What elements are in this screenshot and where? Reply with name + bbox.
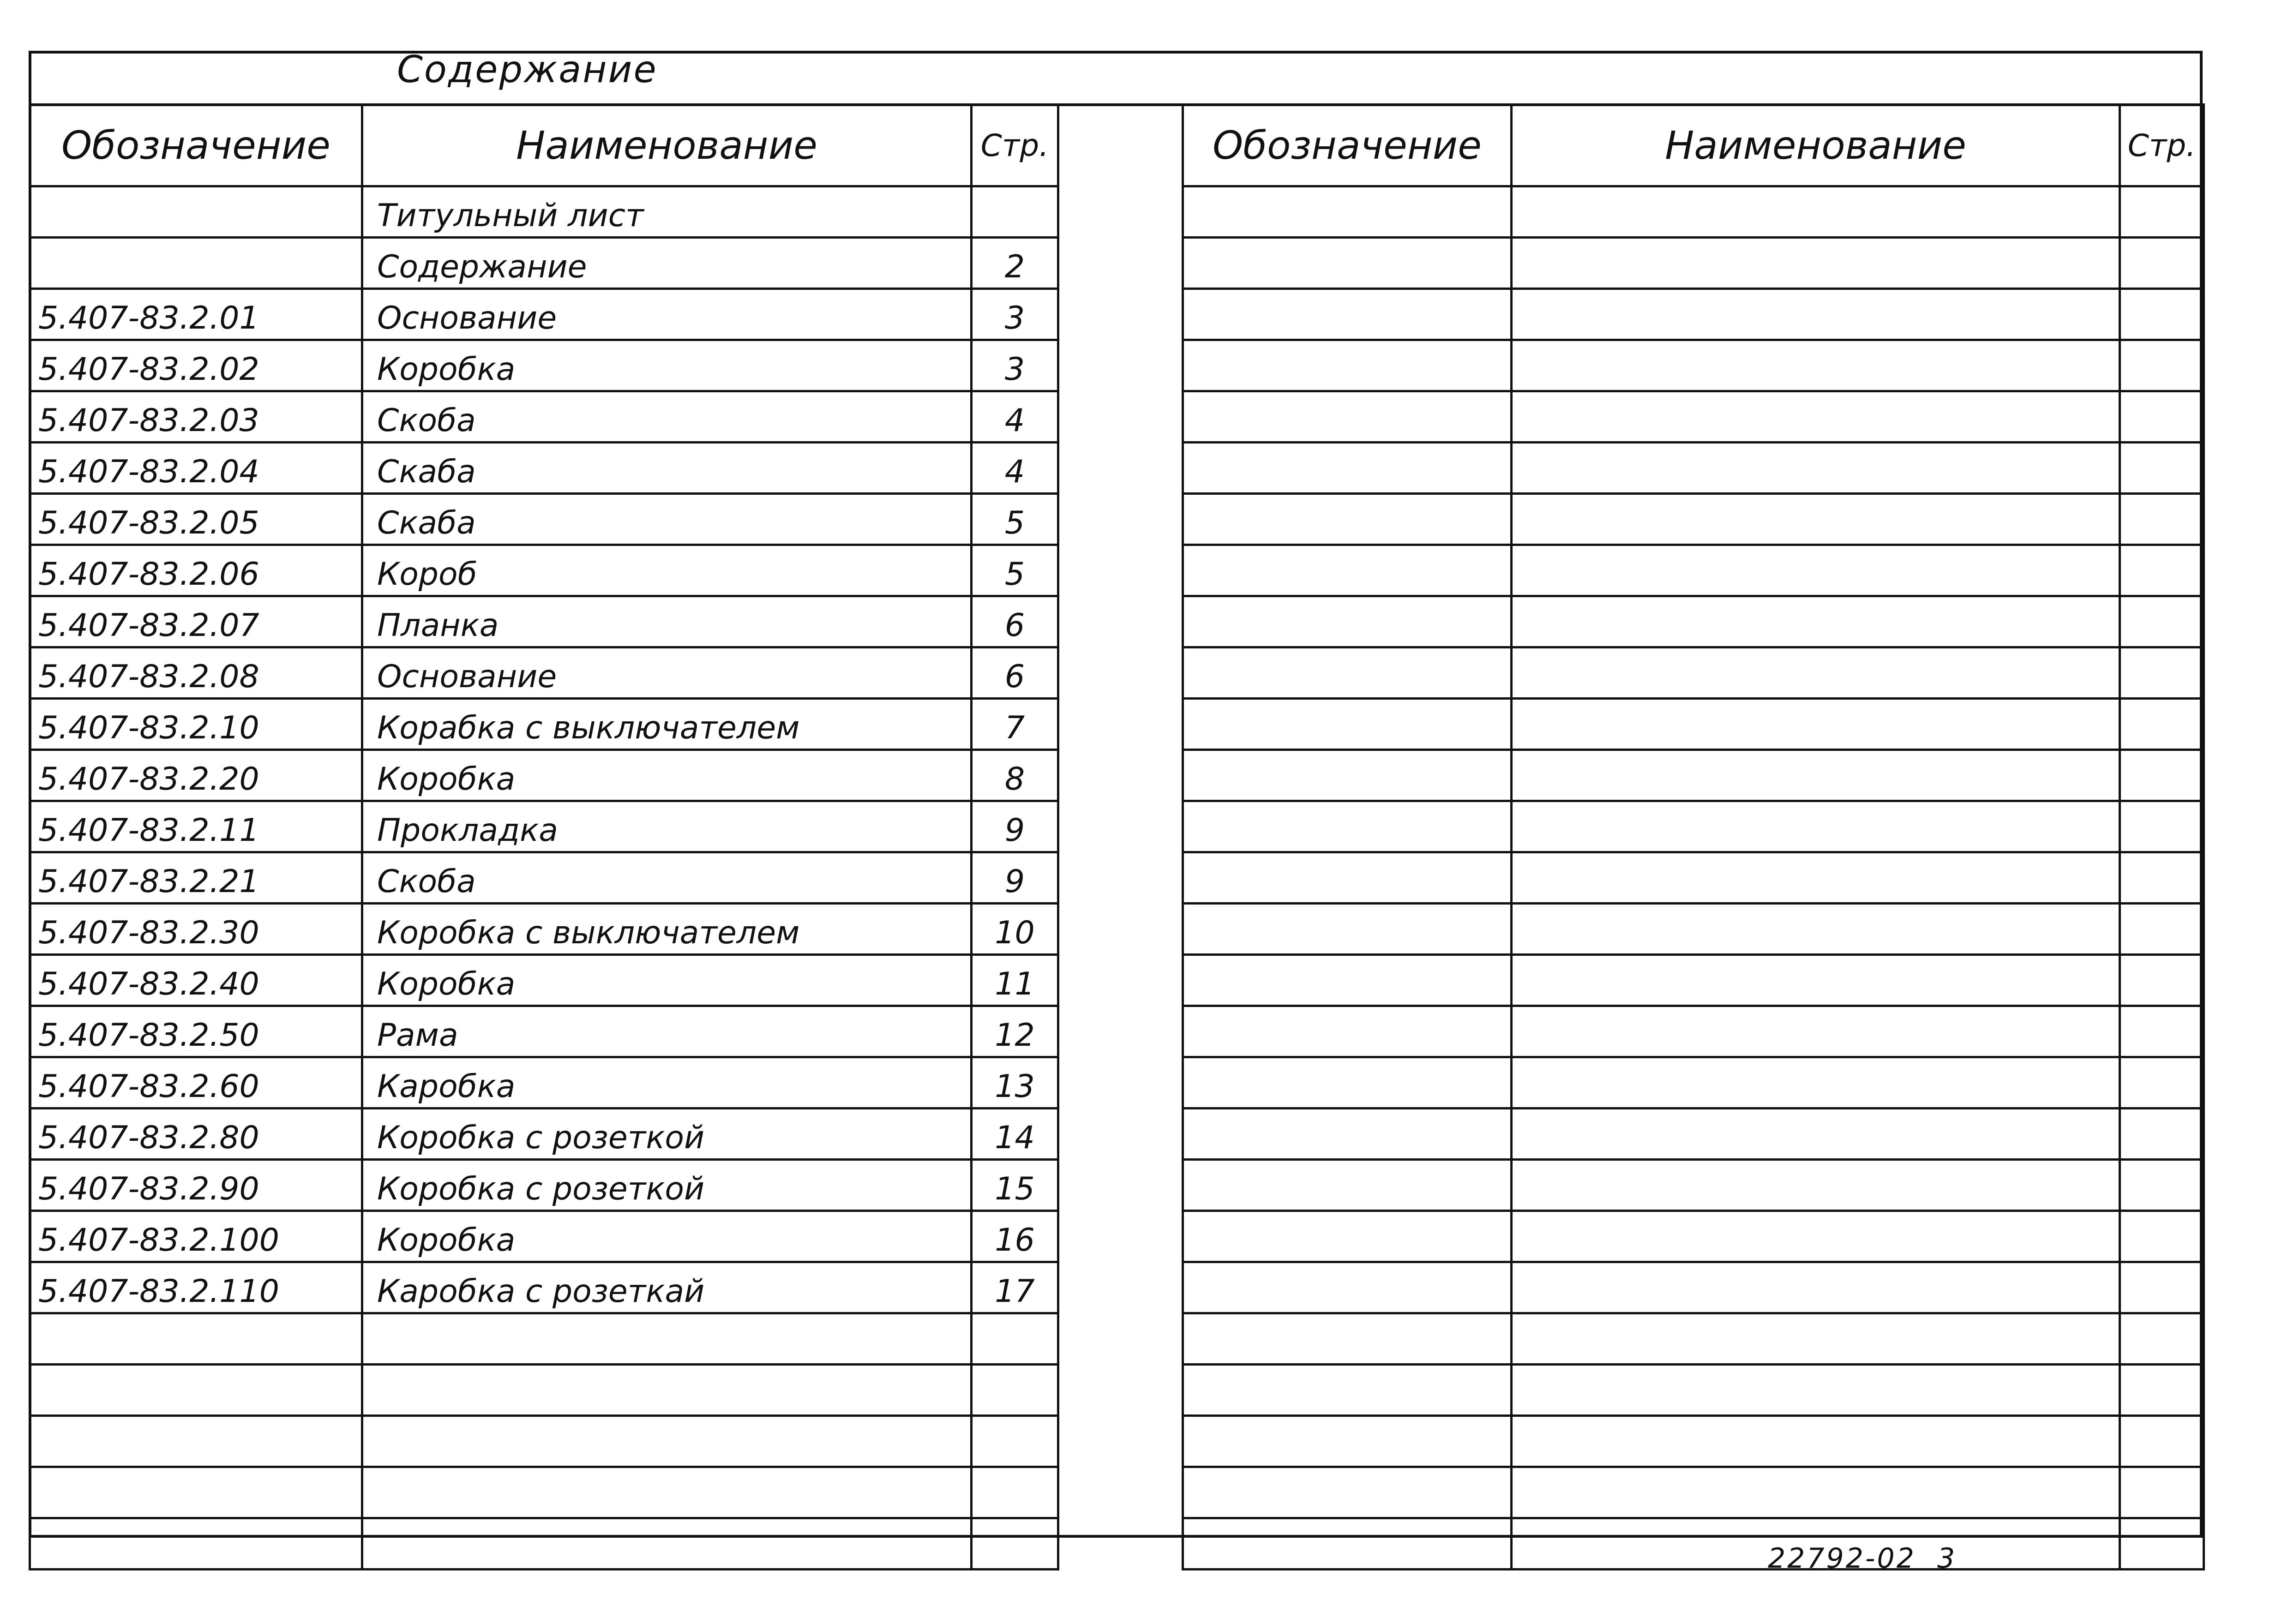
row-name bbox=[1512, 1160, 2120, 1211]
table-row bbox=[30, 1006, 1058, 1057]
row-page bbox=[972, 1467, 1058, 1518]
row-page: 6 bbox=[972, 596, 1058, 647]
row-name: Скоба bbox=[362, 391, 972, 443]
row-page: 9 bbox=[972, 801, 1058, 852]
row-code: 5.407-83.2.110 bbox=[30, 1262, 362, 1313]
row-code bbox=[1183, 494, 1512, 545]
row-code bbox=[1183, 750, 1512, 801]
row-page bbox=[2120, 1211, 2204, 1262]
row-name bbox=[1512, 647, 2120, 699]
empty-row bbox=[30, 1416, 1058, 1467]
empty-row bbox=[1183, 494, 2204, 545]
row-page: 4 bbox=[972, 443, 1058, 494]
row-page: 9 bbox=[972, 852, 1058, 904]
row-name: Коробка bbox=[362, 955, 972, 1006]
row-name: Короб bbox=[362, 545, 972, 596]
row-code bbox=[1183, 596, 1512, 647]
row-page: 11 bbox=[972, 955, 1058, 1006]
row-code: 5.407-83.2.07 bbox=[30, 596, 362, 647]
document-number bbox=[1768, 1542, 1957, 1575]
empty-row bbox=[1183, 1160, 2204, 1211]
table-row bbox=[30, 1262, 1058, 1313]
table-row bbox=[30, 852, 1058, 904]
header-row bbox=[1183, 105, 2204, 186]
row-name bbox=[1512, 238, 2120, 289]
row-page bbox=[2120, 955, 2204, 1006]
header-page: Стр. bbox=[2120, 105, 2204, 186]
row-code bbox=[1183, 1467, 1512, 1518]
contents-table-left bbox=[29, 103, 1059, 1570]
row-page bbox=[2120, 1262, 2204, 1313]
row-code bbox=[1183, 545, 1512, 596]
row-page: 6 bbox=[972, 647, 1058, 699]
row-code: 5.407-83.2.08 bbox=[30, 647, 362, 699]
table-row bbox=[30, 750, 1058, 801]
table-row bbox=[30, 1057, 1058, 1109]
row-name: Прокладка bbox=[362, 801, 972, 852]
table-row bbox=[30, 289, 1058, 340]
empty-row bbox=[1183, 750, 2204, 801]
row-code bbox=[1183, 1313, 1512, 1365]
row-code bbox=[30, 238, 362, 289]
doc-number: 22792-02 bbox=[1768, 1542, 1916, 1575]
row-page bbox=[2120, 1006, 2204, 1057]
empty-row bbox=[1183, 1416, 2204, 1467]
row-name bbox=[1512, 1057, 2120, 1109]
empty-row bbox=[1183, 801, 2204, 852]
row-code bbox=[1183, 186, 1512, 238]
table-row bbox=[30, 699, 1058, 750]
row-name: Скоба bbox=[362, 852, 972, 904]
row-code: 5.407-83.2.80 bbox=[30, 1109, 362, 1160]
row-name bbox=[1512, 852, 2120, 904]
row-page bbox=[2120, 391, 2204, 443]
header-name: Наименование bbox=[1512, 105, 2120, 186]
row-name bbox=[1512, 494, 2120, 545]
row-code bbox=[1183, 1518, 1512, 1570]
row-name bbox=[362, 1313, 972, 1365]
row-code: 5.407-83.2.60 bbox=[30, 1057, 362, 1109]
row-page bbox=[972, 1313, 1058, 1365]
header-page: Стр. bbox=[972, 105, 1058, 186]
empty-row bbox=[1183, 545, 2204, 596]
row-code bbox=[1183, 699, 1512, 750]
row-name: Коробка с розеткой bbox=[362, 1160, 972, 1211]
row-code: 5.407-83.2.02 bbox=[30, 340, 362, 391]
row-name: Содержание bbox=[362, 238, 972, 289]
row-code bbox=[1183, 801, 1512, 852]
row-name bbox=[1512, 545, 2120, 596]
row-name bbox=[1512, 289, 2120, 340]
row-code: 5.407-83.2.30 bbox=[30, 904, 362, 955]
sheet-number: 3 bbox=[1937, 1542, 1957, 1575]
table-row bbox=[30, 1160, 1058, 1211]
row-page bbox=[2120, 1518, 2204, 1570]
row-page bbox=[2120, 904, 2204, 955]
row-page bbox=[2120, 699, 2204, 750]
row-code: 5.407-83.2.50 bbox=[30, 1006, 362, 1057]
row-page bbox=[2120, 545, 2204, 596]
row-name bbox=[1512, 1467, 2120, 1518]
empty-row bbox=[1183, 1211, 2204, 1262]
row-page bbox=[2120, 801, 2204, 852]
row-page: 12 bbox=[972, 1006, 1058, 1057]
row-name bbox=[1512, 1006, 2120, 1057]
row-code bbox=[30, 1467, 362, 1518]
row-code bbox=[30, 1518, 362, 1570]
row-name: Основание bbox=[362, 647, 972, 699]
row-page: 10 bbox=[972, 904, 1058, 955]
row-name bbox=[1512, 391, 2120, 443]
row-page: 5 bbox=[972, 545, 1058, 596]
row-code bbox=[1183, 1211, 1512, 1262]
row-name bbox=[362, 1365, 972, 1416]
empty-row bbox=[30, 1313, 1058, 1365]
row-code bbox=[30, 1313, 362, 1365]
row-page bbox=[2120, 1467, 2204, 1518]
empty-row bbox=[1183, 1313, 2204, 1365]
row-name bbox=[1512, 699, 2120, 750]
row-name bbox=[1512, 1313, 2120, 1365]
table-row bbox=[30, 391, 1058, 443]
empty-row bbox=[1183, 1057, 2204, 1109]
row-code: 5.407-83.2.20 bbox=[30, 750, 362, 801]
table-row bbox=[30, 186, 1058, 238]
row-page bbox=[2120, 647, 2204, 699]
empty-row bbox=[1183, 1109, 2204, 1160]
row-page: 13 bbox=[972, 1057, 1058, 1109]
row-code bbox=[1183, 852, 1512, 904]
empty-row bbox=[1183, 186, 2204, 238]
empty-row bbox=[1183, 1262, 2204, 1313]
row-code bbox=[1183, 1109, 1512, 1160]
row-code: 5.407-83.2.10 bbox=[30, 699, 362, 750]
row-page: 3 bbox=[972, 289, 1058, 340]
row-code bbox=[30, 1365, 362, 1416]
row-code bbox=[1183, 904, 1512, 955]
row-page bbox=[2120, 852, 2204, 904]
row-code: 5.407-83.2.100 bbox=[30, 1211, 362, 1262]
empty-row bbox=[1183, 340, 2204, 391]
row-name bbox=[1512, 186, 2120, 238]
row-page: 8 bbox=[972, 750, 1058, 801]
row-code bbox=[1183, 238, 1512, 289]
row-name: Скаба bbox=[362, 443, 972, 494]
row-page: 16 bbox=[972, 1211, 1058, 1262]
row-name: Рама bbox=[362, 1006, 972, 1057]
row-name: Каробка bbox=[362, 1057, 972, 1109]
row-code bbox=[1183, 1416, 1512, 1467]
table-row bbox=[30, 443, 1058, 494]
empty-row bbox=[1183, 852, 2204, 904]
row-name: Планка bbox=[362, 596, 972, 647]
row-page: 7 bbox=[972, 699, 1058, 750]
row-name bbox=[362, 1416, 972, 1467]
contents-body-right bbox=[1183, 186, 2204, 1570]
row-page bbox=[972, 1518, 1058, 1570]
row-code: 5.407-83.2.01 bbox=[30, 289, 362, 340]
row-name bbox=[1512, 801, 2120, 852]
empty-row bbox=[1183, 904, 2204, 955]
row-page: 17 bbox=[972, 1262, 1058, 1313]
row-code bbox=[1183, 1006, 1512, 1057]
row-name bbox=[1512, 1109, 2120, 1160]
row-page: 3 bbox=[972, 340, 1058, 391]
row-name bbox=[362, 1518, 972, 1570]
row-name: Корабка с выключателем bbox=[362, 699, 972, 750]
row-page bbox=[2120, 443, 2204, 494]
row-name bbox=[1512, 955, 2120, 1006]
header-code: Обозначение bbox=[30, 105, 362, 186]
empty-row bbox=[1183, 1006, 2204, 1057]
row-page bbox=[2120, 186, 2204, 238]
row-code: 5.407-83.2.06 bbox=[30, 545, 362, 596]
row-page bbox=[972, 1416, 1058, 1467]
row-name bbox=[362, 1467, 972, 1518]
empty-row bbox=[1183, 1365, 2204, 1416]
row-code bbox=[1183, 1057, 1512, 1109]
table-row bbox=[30, 904, 1058, 955]
row-name bbox=[1512, 1262, 2120, 1313]
row-code bbox=[1183, 1160, 1512, 1211]
row-page bbox=[972, 1365, 1058, 1416]
row-code: 5.407-83.2.40 bbox=[30, 955, 362, 1006]
row-page bbox=[2120, 494, 2204, 545]
row-page bbox=[2120, 238, 2204, 289]
row-page: 14 bbox=[972, 1109, 1058, 1160]
row-page: 4 bbox=[972, 391, 1058, 443]
row-name: Коробка с выключателем bbox=[362, 904, 972, 955]
row-code bbox=[1183, 1365, 1512, 1416]
row-name: Коробка с розеткой bbox=[362, 1109, 972, 1160]
row-name: Основание bbox=[362, 289, 972, 340]
row-page bbox=[2120, 1057, 2204, 1109]
empty-row bbox=[1183, 1518, 2204, 1570]
row-code: 5.407-83.2.21 bbox=[30, 852, 362, 904]
row-code: 5.407-83.2.04 bbox=[30, 443, 362, 494]
row-code bbox=[1183, 955, 1512, 1006]
table-row bbox=[30, 238, 1058, 289]
row-name bbox=[1512, 596, 2120, 647]
row-page bbox=[2120, 1313, 2204, 1365]
row-page: 5 bbox=[972, 494, 1058, 545]
row-page bbox=[2120, 289, 2204, 340]
row-page bbox=[972, 186, 1058, 238]
table-row bbox=[30, 596, 1058, 647]
empty-row bbox=[1183, 238, 2204, 289]
row-code bbox=[1183, 647, 1512, 699]
empty-row bbox=[1183, 955, 2204, 1006]
row-code: 5.407-83.2.11 bbox=[30, 801, 362, 852]
row-code bbox=[1183, 391, 1512, 443]
row-code bbox=[1183, 289, 1512, 340]
row-page: 15 bbox=[972, 1160, 1058, 1211]
empty-row bbox=[1183, 1467, 2204, 1518]
row-name: Скаба bbox=[362, 494, 972, 545]
row-code bbox=[1183, 340, 1512, 391]
table-row bbox=[30, 1211, 1058, 1262]
header-code: Обозначение bbox=[1183, 105, 1512, 186]
table-row bbox=[30, 545, 1058, 596]
header-name: Наименование bbox=[362, 105, 972, 186]
contents-table-right bbox=[1182, 103, 2205, 1570]
row-name bbox=[1512, 443, 2120, 494]
empty-row bbox=[1183, 289, 2204, 340]
table-row bbox=[30, 494, 1058, 545]
row-code: 5.407-83.2.05 bbox=[30, 494, 362, 545]
empty-row bbox=[30, 1365, 1058, 1416]
row-page bbox=[2120, 1109, 2204, 1160]
row-name: Каробка с розеткай bbox=[362, 1262, 972, 1313]
row-name bbox=[1512, 904, 2120, 955]
header-row bbox=[30, 105, 1058, 186]
row-name: Коробка bbox=[362, 750, 972, 801]
empty-row bbox=[1183, 391, 2204, 443]
row-code bbox=[1183, 443, 1512, 494]
table-row bbox=[30, 647, 1058, 699]
row-code bbox=[30, 186, 362, 238]
table-row bbox=[30, 340, 1058, 391]
empty-row bbox=[30, 1518, 1058, 1570]
row-page bbox=[2120, 750, 2204, 801]
empty-row bbox=[1183, 699, 2204, 750]
row-name: Титульный лист bbox=[362, 186, 972, 238]
row-name bbox=[1512, 1365, 2120, 1416]
row-name: Коробка bbox=[362, 1211, 972, 1262]
row-page: 2 bbox=[972, 238, 1058, 289]
empty-row bbox=[30, 1467, 1058, 1518]
table-row bbox=[30, 801, 1058, 852]
row-page bbox=[2120, 340, 2204, 391]
row-page bbox=[2120, 1160, 2204, 1211]
empty-row bbox=[1183, 443, 2204, 494]
row-page bbox=[2120, 596, 2204, 647]
row-name bbox=[1512, 340, 2120, 391]
contents-body-left bbox=[30, 186, 1058, 1570]
table-row bbox=[30, 1109, 1058, 1160]
row-code: 5.407-83.2.90 bbox=[30, 1160, 362, 1211]
row-code: 5.407-83.2.03 bbox=[30, 391, 362, 443]
page-title: Содержание bbox=[397, 48, 658, 91]
row-page bbox=[2120, 1365, 2204, 1416]
row-name bbox=[1512, 1416, 2120, 1467]
row-name bbox=[1512, 1211, 2120, 1262]
row-name bbox=[1512, 750, 2120, 801]
table-row bbox=[30, 955, 1058, 1006]
row-page bbox=[2120, 1416, 2204, 1467]
empty-row bbox=[1183, 647, 2204, 699]
row-code bbox=[1183, 1262, 1512, 1313]
row-code bbox=[30, 1416, 362, 1467]
empty-row bbox=[1183, 596, 2204, 647]
row-name: Коробка bbox=[362, 340, 972, 391]
